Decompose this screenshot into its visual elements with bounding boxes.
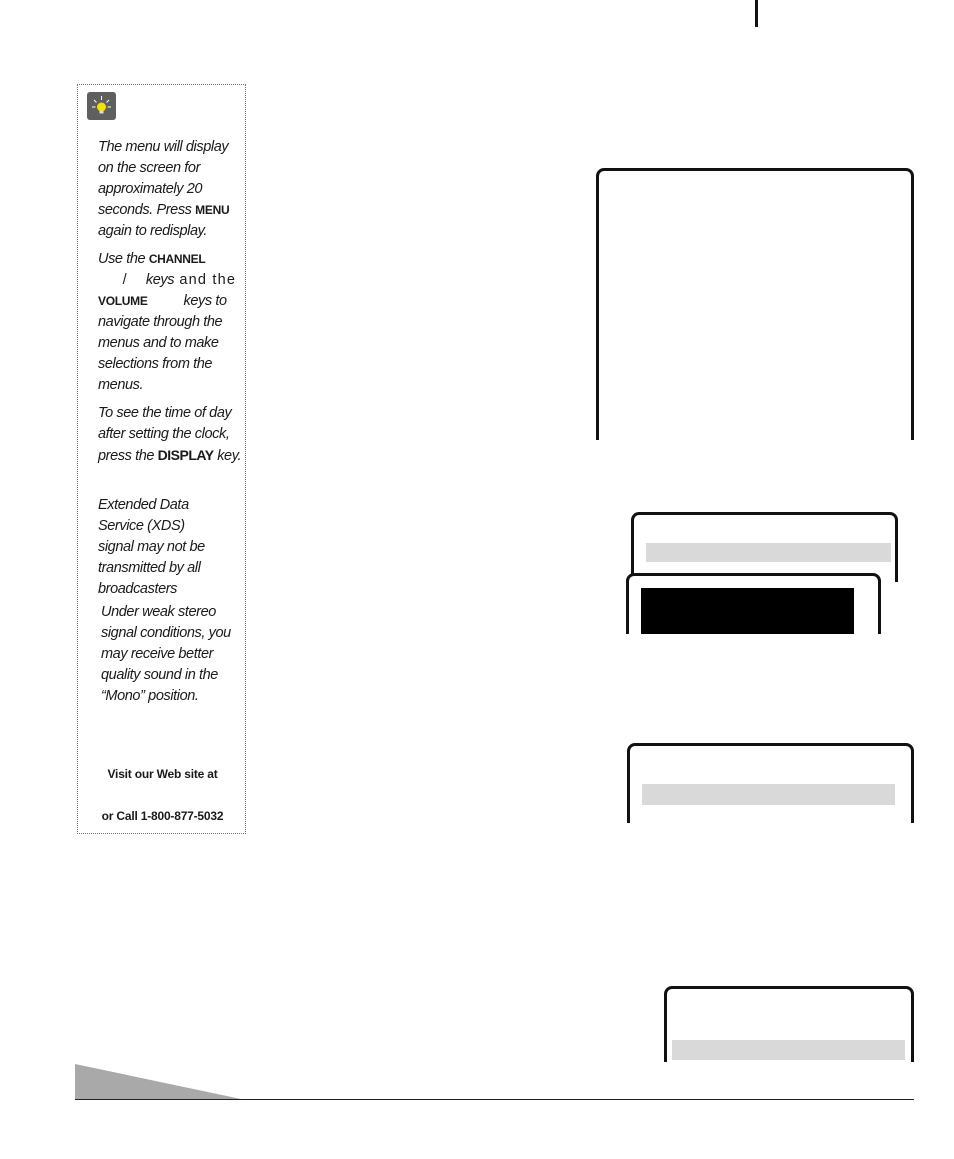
menu-highlight-bar: [646, 543, 891, 562]
footer-rule: [75, 1099, 914, 1100]
tips-sidebar: [77, 84, 246, 834]
page-footer-tab: [75, 1064, 241, 1099]
phone-line: or Call 1-800-877-5032: [101, 809, 224, 823]
website-line: Visit our Web site at: [107, 767, 218, 781]
tip-xds: Extended Data Service (XDS) signal may not be transmitted by all broadcasters: [98, 497, 205, 597]
tv-menu-screen-2: [631, 512, 898, 582]
channel-key-label: CHANNEL: [148, 252, 206, 266]
menu-selected-bar: [641, 588, 854, 634]
tip-menu-display: The menu will display on the screen for approximately 20 seconds. Press MENU again to redisplay.: [98, 139, 230, 239]
display-key-label: DISPLAY: [157, 447, 214, 463]
menu-highlight-bar: [642, 784, 895, 805]
tip-navigation: Use the CHANNEL / keys and the VOLUME keys to navigate through the menus and to make selections from the menus.: [98, 251, 237, 393]
tv-menu-screen-5: [664, 986, 914, 1062]
menu-key-label: MENU: [195, 203, 230, 217]
lightbulb-icon: [87, 92, 116, 120]
tv-menu-screen-main: [596, 168, 914, 440]
menu-highlight-bar: [672, 1040, 905, 1060]
tip-display-time: To see the time of day after setting the clock, press the DISPLAY key.: [98, 405, 242, 464]
tv-menu-screen-3: [626, 573, 881, 634]
header-rule: [755, 0, 758, 27]
volume-key-label: VOLUME: [98, 294, 148, 308]
tip-stereo: Under weak stereo signal conditions, you may receive better quality sound in the “Mono” position.: [101, 604, 231, 704]
tv-menu-screen-4: [627, 743, 914, 823]
